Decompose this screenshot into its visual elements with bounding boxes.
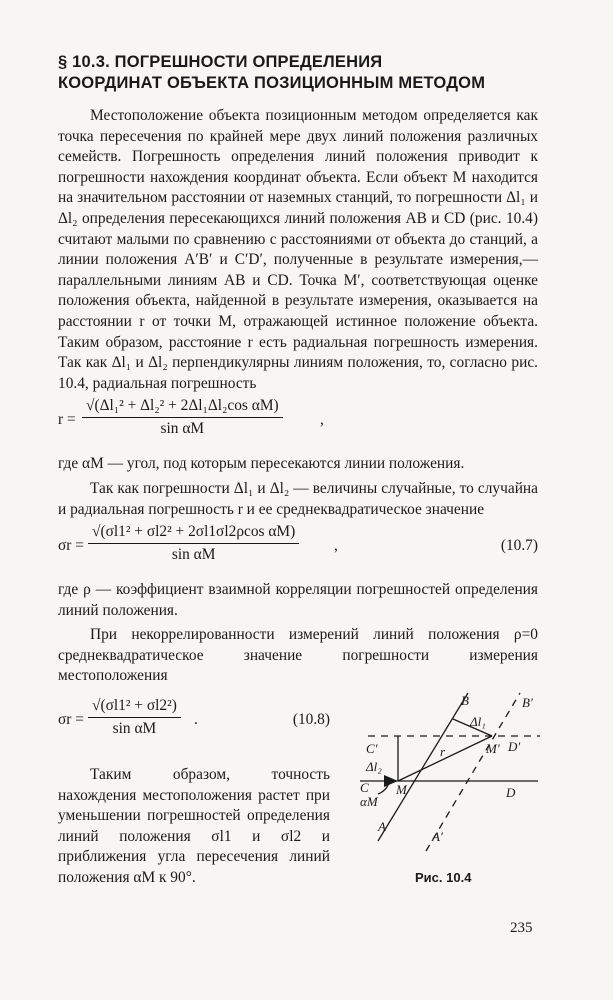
label-C: C [360, 780, 369, 796]
label-M: M [396, 782, 407, 798]
equation-number-10-7: (10.7) [500, 537, 538, 555]
label-delta-l2: Δl₂ [366, 759, 382, 775]
paragraph-3: Так как погрешности Δl₁ и Δl₂ — величины случайные, то случайна и радиальная погрешность r и ее среднеквадратическое значение [58, 479, 538, 518]
formula-10-8: σr = $\frac{\text{√(σl1² + σl2²)}}{\text{sin αM}}$ . (10.8) [58, 697, 330, 738]
paragraph-6: Таким образом, точность нахождения местоположения растет при уменьшении погрешностей определения линий положения σl1 и σl2 и приближения угла пересечения линий положения αM к 90°. [58, 766, 330, 887]
heading-line-2: КООРДИНАТ ОБЪЕКТА ПОЗИЦИОННЫМ МЕТОДОМ [58, 74, 486, 92]
label-Cp: C′ [366, 741, 378, 757]
label-Mp: M′ [486, 741, 500, 757]
section-heading [58, 52, 538, 94]
label-B: B [461, 693, 469, 709]
label-D: D [506, 785, 516, 801]
label-A: A [378, 819, 386, 835]
label-Ap: A′ [432, 829, 443, 845]
formula-radial-error: r = $\frac{\text{√(Δl₁² + Δl₂² + 2Δl₁Δl₂cos αM)}}{\text{sin αM}}$ , [58, 397, 324, 438]
equation-number-10-8: (10.8) [292, 711, 330, 729]
formula-10-7: σr = $\frac{\text{√(σl1² + σl2² + 2σl1σl2ρcos αM)}}{\text{sin αM}}$ , (10.7) [58, 523, 538, 564]
paragraph-5: При некоррелированности измерений линий положения ρ=0 среднеквадратическое значение погрешности измерения местоположения [58, 626, 538, 685]
figure-10-4 [358, 691, 548, 861]
figure-caption: Рис. 10.4 [415, 870, 472, 886]
line-AB [378, 693, 468, 841]
label-alpha: αM [360, 794, 378, 810]
label-Bp: B′ [522, 695, 533, 711]
paragraph-1: Местоположение объекта позиционным методом определяется как точка пересечения по крайней мере двух линий положения различных семейств. Погрешность определения линий положения приводит к погрешности нахождения координат объекта. Если объект M находится на значительном расстоянии от наземных станций, то погрешности Δl₁ и Δl₂ определения пересекающихся линий положения AB и CD (рис. 10.4) считают малыми по сравнению с расстояниями от объекта до станций, а линии положения A′B′ и C′D′, полученные в результате измерения,— параллельными линиям AB и CD. Точка M′, соответствующая оценке положения объекта, найденной в результате измерения, оказывается на расстоянии r от точки M, отражающей истинное положение объекта. Таким образом, расстояние r есть радиальная погрешность измерения. Так как Δl₁ и Δl₂ перпендикулярны линиям положения, то, согласно рис. 10.4, радиальная погрешность [58, 107, 538, 392]
page-number: 235 [510, 920, 533, 936]
paragraph-4: где ρ — коэффициент взаимной корреляции погрешностей определения линий положения. [58, 581, 538, 619]
label-delta-l1: Δl₁ [470, 714, 486, 730]
heading-line-1: § 10.3. ПОГРЕШНОСТИ ОПРЕДЕЛЕНИЯ [58, 53, 383, 71]
lower-section [58, 693, 538, 927]
label-Dp: D′ [508, 739, 521, 755]
label-r: r [440, 744, 446, 760]
paragraph-2: где αM — угол, под которым пересекаются линии положения. [58, 455, 465, 473]
page-body [58, 52, 538, 927]
